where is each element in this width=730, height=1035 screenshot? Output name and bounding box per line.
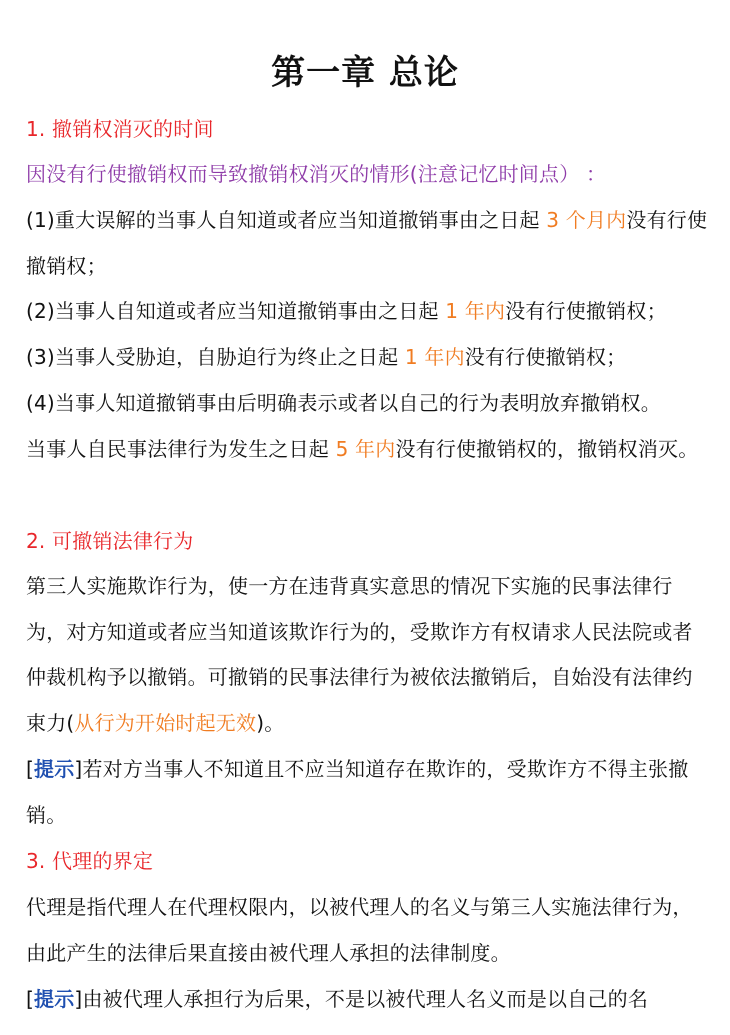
section-2-tip <box>26 747 710 838</box>
list-item-2-pre: (2)当事人自知道或者应当知道撤销事由之日起 <box>26 299 446 323</box>
list-item-1-post: 没有行使撤销权； <box>26 208 708 278</box>
tip-close-bracket: ] <box>74 757 83 781</box>
section-2-body-post: )。 <box>256 710 285 735</box>
section-2-body <box>26 564 710 746</box>
tip-open-bracket: [ <box>26 757 35 781</box>
time-highlight: 3 个月内 <box>546 208 627 232</box>
tip-close-bracket: ] <box>74 987 83 1011</box>
time-highlight: 5 年内 <box>335 437 396 461</box>
chapter-title: 第一章 总论 <box>271 53 459 93</box>
list-item-4: (4)当事人知道撤销事由后明确表示或者以自己的行为表明放弃撤销权。 <box>26 391 661 415</box>
list-item-2-post: 没有行使撤销权； <box>505 299 667 323</box>
section-3-tip <box>26 977 710 1023</box>
effect-highlight: 从行为开始时起无效 <box>74 710 257 735</box>
list-item-3-pre: (3)当事人受胁迫，自胁迫行为终止之日起 <box>26 345 405 369</box>
section-heading-3: 3. 代理的界定 <box>26 849 154 873</box>
tip-text: 由被代理人承担行为后果，不是以被代理人名义而是以自己的名 <box>82 987 649 1011</box>
section-1-intro: 因没有行使撤销权而导致撤销权消灭的情形(注意记忆时间点） ： <box>26 162 607 186</box>
list-item-3-post: 没有行使撤销权； <box>464 345 627 369</box>
list-item-3 <box>26 335 710 381</box>
list-item-1-pre: (1)重大误解的当事人自知道或者应当知道撤销事由之日起 <box>26 208 547 232</box>
closing-pre: 当事人自民事法律行为发生之日起 <box>26 437 336 461</box>
tip-text: 若对方当事人不知道且不应当知道存在欺诈的，受欺诈方不得主张撤销。 <box>26 757 689 827</box>
list-item-2 <box>26 289 710 335</box>
tip-label: 提示 <box>34 757 75 781</box>
section-2-body-pre: 第三人实施欺诈行为，使一方在违背真实意思的情况下实施的民事法律行为，对方知道或者应当知道该欺诈行为的，受欺诈方有权请求人民法院或者仲裁机构予以撤销。可撤销的民事法律行为被依法撤销后，自始没有法律约束力( <box>26 574 693 735</box>
time-highlight: 1 年内 <box>445 299 506 323</box>
section-heading-2: 2. 可撤销法律行为 <box>26 529 194 553</box>
tip-label: 提示 <box>34 987 75 1011</box>
closing-post: 没有行使撤销权的，撤销权消灭。 <box>395 437 699 461</box>
section-heading-1: 1. 撤销权消灭的时间 <box>26 117 214 141</box>
tip-open-bracket: [ <box>26 987 35 1011</box>
time-highlight: 1 年内 <box>404 345 465 369</box>
list-item-1 <box>26 198 710 289</box>
section-1-closing <box>26 427 710 473</box>
section-3-body: 代理是指代理人在代理权限内，以被代理人的名义与第三人实施法律行为，由此产生的法律后果直接由被代理人承担的法律制度。 <box>26 895 693 965</box>
